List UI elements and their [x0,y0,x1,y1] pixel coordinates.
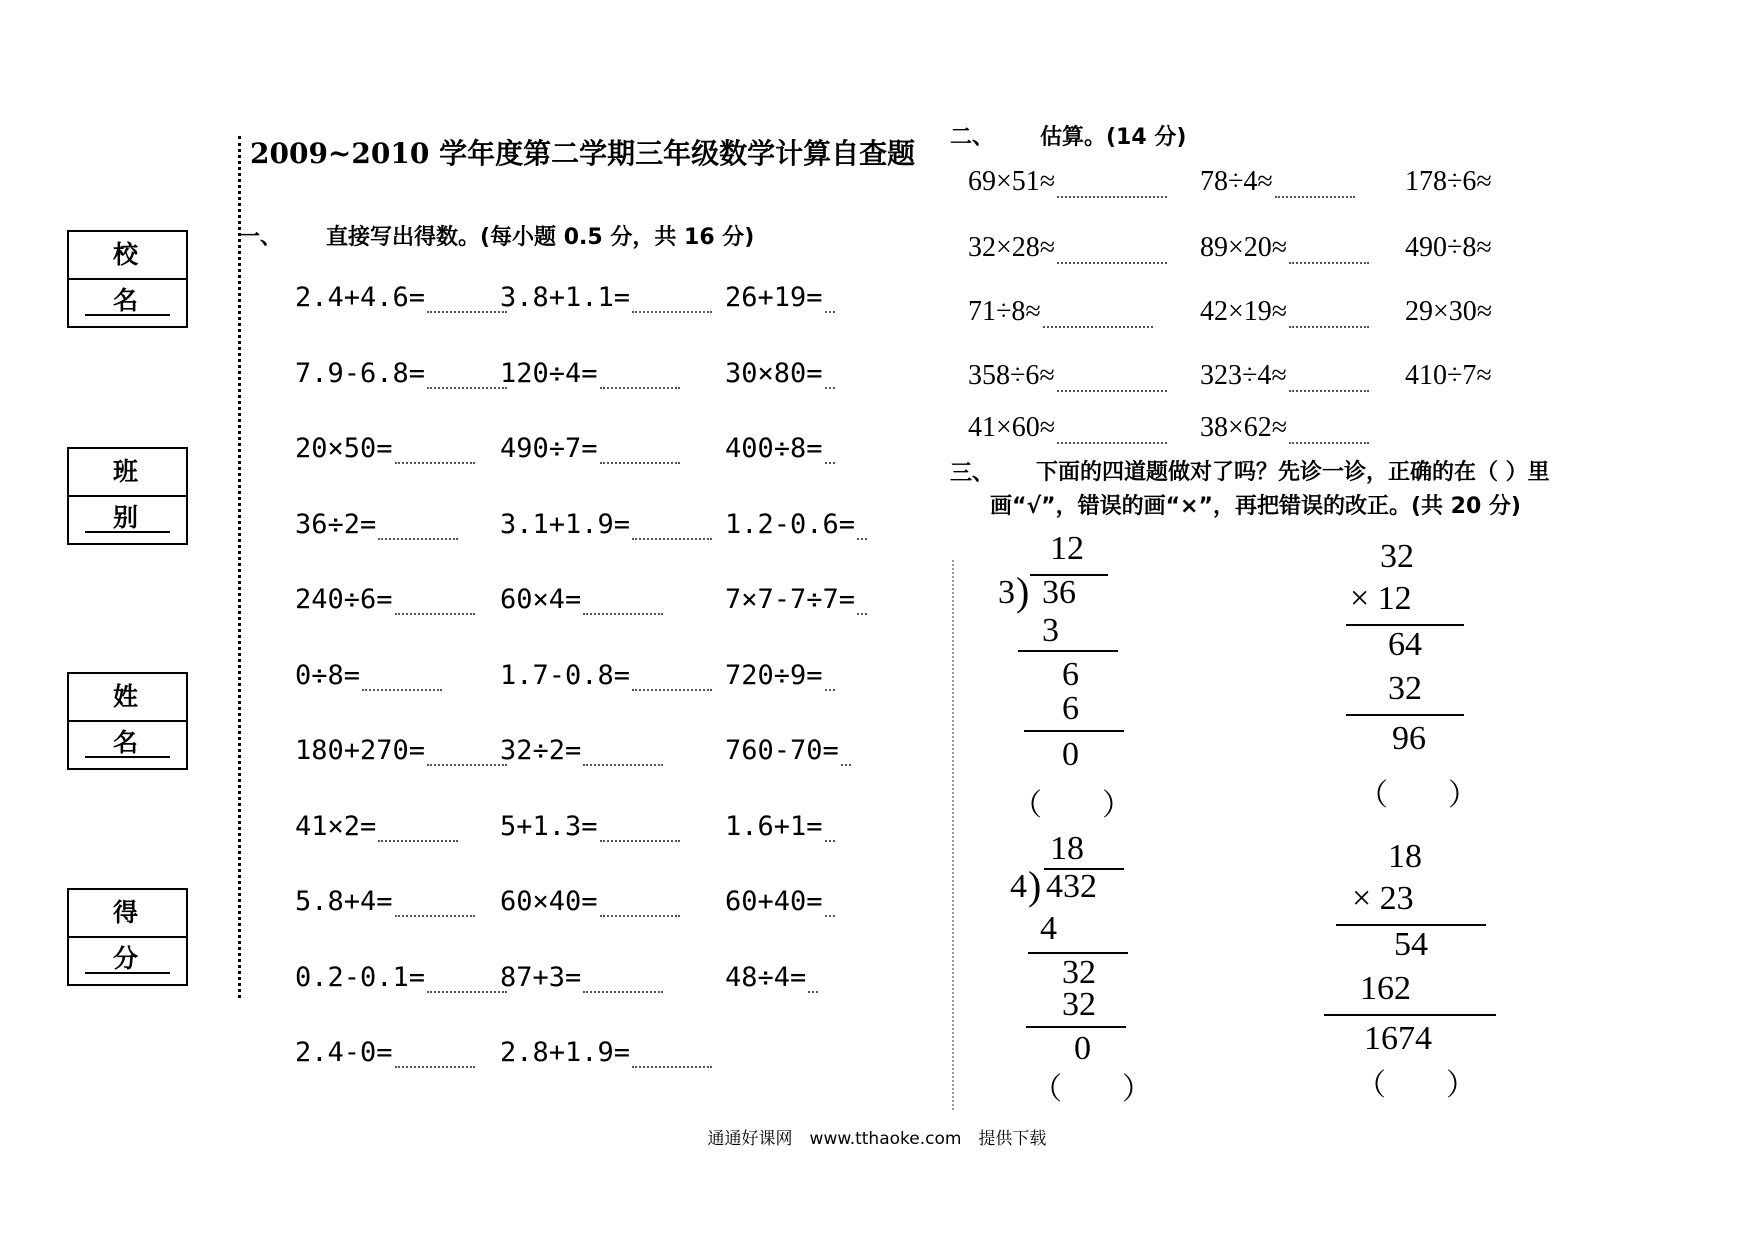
problem-text: 2.8+1.9= [500,1037,631,1068]
problem-r1-c1 [295,282,507,313]
answer-blank[interactable] [583,609,663,615]
partial-product-2: 32 [1388,670,1422,707]
answer-blank[interactable] [1289,386,1369,392]
problem-r4-c2 [500,509,712,540]
problem-text: 1.2-0.6= [725,508,856,540]
estimate-text: 178÷6≈ [1405,166,1492,197]
step-remainder-2: 0 [1062,736,1079,773]
problem-r8-c2 [500,811,680,842]
dividend: 432 [1046,868,1097,905]
estimate-r2-c2 [1200,232,1369,264]
problem-r7-c3 [725,735,851,766]
answer-blank[interactable] [1057,438,1167,444]
step-subtract-1: 3 [1042,612,1059,649]
problem-text: 26+19= [725,282,823,313]
section2-heading-text: 估算。(14 分) [1040,125,1187,150]
section2-heading [950,120,1186,151]
section2-number: 二、 [950,125,995,150]
answer-blank[interactable] [427,383,507,389]
answer-blank[interactable] [632,685,712,691]
answer-blank[interactable] [632,307,712,313]
problem-text: 7×7-7÷7= [725,584,856,615]
answer-blank[interactable] [1057,192,1167,198]
step-remainder-1: 32 [1062,954,1096,991]
problem-r10-c3 [725,962,818,993]
class-label: 班 别 [69,449,186,497]
estimate-r1-c3 [1405,166,1492,198]
step-remainder-1: 6 [1062,656,1079,693]
problem-text: 5+1.3= [500,810,598,842]
estimate-r1-c2 [1200,166,1355,198]
problem-text: 87+3= [500,961,582,993]
problem-r7-c2 [500,735,663,766]
estimate-r3-c1 [968,296,1153,328]
product: 1674 [1364,1020,1432,1057]
answer-blank[interactable] [1289,322,1369,328]
estimate-text: 42×19≈ [1200,296,1288,327]
school-name-box [67,230,188,328]
problem-text: 5.8+4= [295,886,393,917]
divisor: 3 [998,574,1015,611]
answer-blank[interactable] [1289,258,1369,264]
answer-blank[interactable] [1043,322,1153,328]
section1-heading-text: 直接写出得数。(每小题 0.5 分，共 16 分) [326,225,755,250]
estimate-text: 69×51≈ [968,166,1056,197]
answer-paren-1[interactable]: （ ） [1012,789,1132,822]
problem-r6-c2 [500,660,712,691]
partial-product-1: 54 [1394,926,1428,963]
quotient: 12 [1050,530,1084,567]
problem-text: 3.8+1.1= [500,282,631,313]
problem-text: 0.2-0.1= [295,961,426,993]
divisor: 4 [1010,868,1027,905]
section3-number: 三、 [950,461,995,486]
problem-text: 0÷8= [295,659,361,691]
column-divider [952,560,954,1110]
problem-r9-c2 [500,886,680,917]
problem-text: 2.4-0= [295,1037,393,1068]
product: 96 [1392,720,1426,757]
estimate-r4-c3 [1405,360,1492,392]
answer-blank[interactable] [825,458,835,464]
section1-heading [238,220,754,251]
student-name-label: 姓 名 [69,674,186,722]
step-subtract-2: 32 [1062,986,1096,1023]
score-box [67,888,188,986]
problem-r11-c1 [295,1037,475,1068]
problem-text: 1.6+1= [725,810,823,842]
multiplier: × 12 [1350,580,1412,617]
answer-paren-2[interactable]: （ ） [1358,779,1478,812]
problem-text: 36÷2= [295,508,377,540]
problem-text: 30×80= [725,357,823,389]
quotient: 18 [1050,830,1084,867]
answer-blank[interactable] [600,383,680,389]
problem-r10-c2 [500,962,663,993]
answer-blank[interactable] [600,911,680,917]
answer-blank[interactable] [1057,258,1167,264]
estimate-r1-c1 [968,166,1167,198]
page-title: 2009~2010 学年度第二学期三年级数学计算自查题 [250,137,916,170]
answer-blank[interactable] [600,458,680,464]
multiplier: × 23 [1352,880,1414,917]
estimate-r5-c2 [1200,412,1369,444]
answer-blank[interactable] [395,911,475,917]
problem-text: 48÷4= [725,961,807,993]
answer-blank[interactable] [1289,438,1369,444]
problem-r9-c1 [295,886,475,917]
problem-r5-c3 [725,584,867,615]
estimate-r5-c1 [968,412,1167,444]
estimate-r3-c2 [1200,296,1369,328]
problem-text: 60×40= [500,886,598,917]
class-box [67,447,188,545]
estimate-text: 410÷7≈ [1405,360,1492,391]
estimate-text: 89×20≈ [1200,232,1288,263]
problem-r2-c3 [725,358,835,389]
student-name-box [67,672,188,770]
answer-blank[interactable] [362,685,442,691]
class-blank[interactable] [85,531,170,533]
problem-r3-c1 [295,433,475,464]
problem-r5-c1 [295,584,475,615]
answer-blank[interactable] [841,760,851,766]
estimate-r3-c3 [1405,296,1492,328]
answer-paren-4[interactable]: （ ） [1356,1069,1476,1102]
answer-blank[interactable] [583,760,663,766]
answer-blank[interactable] [395,1062,475,1068]
estimate-text: 41×60≈ [968,412,1056,443]
problem-text: 2.4+4.6= [295,282,426,313]
problem-r2-c1 [295,358,507,389]
problem-text: 180+270= [295,735,426,766]
answer-blank[interactable] [632,534,712,540]
estimate-text: 38×62≈ [1200,412,1288,443]
answer-blank[interactable] [427,307,507,313]
problem-text: 60×4= [500,584,582,615]
problem-text: 400÷8= [725,433,823,464]
answer-blank[interactable] [378,534,458,540]
problem-r6-c3 [725,660,835,691]
problem-r11-c2 [500,1037,712,1068]
problem-r1-c2 [500,282,712,313]
problem-text: 120÷4= [500,357,598,389]
score-blank[interactable] [85,972,170,974]
problem-text: 760-70= [725,735,839,766]
step-remainder-2: 0 [1074,1030,1091,1067]
answer-blank[interactable] [825,685,835,691]
dividend: 36 [1042,574,1076,611]
answer-blank[interactable] [427,987,507,993]
problem-text: 41×2= [295,810,377,842]
answer-blank[interactable] [427,760,507,766]
step-subtract-1: 4 [1040,910,1057,947]
answer-blank[interactable] [825,911,835,917]
problem-text: 3.1+1.9= [500,508,631,540]
partial-product-2: 162 [1360,970,1411,1007]
problem-text: 20×50= [295,433,393,464]
answer-blank[interactable] [825,836,835,842]
section1-number: 一、 [238,225,283,250]
answer-blank[interactable] [857,609,867,615]
estimate-text: 71÷8≈ [968,296,1041,327]
problem-r9-c3 [725,886,835,917]
problem-text: 60+40= [725,886,823,917]
multiplicand: 32 [1380,538,1414,575]
student-name-blank[interactable] [85,756,170,758]
school-name-blank[interactable] [85,314,170,316]
estimate-text: 490÷8≈ [1405,232,1492,263]
answer-blank[interactable] [600,836,680,842]
estimate-text: 32×28≈ [968,232,1056,263]
problem-r3-c2 [500,433,680,464]
answer-blank[interactable] [632,1062,712,1068]
answer-blank[interactable] [395,458,475,464]
answer-blank[interactable] [395,609,475,615]
answer-blank[interactable] [857,534,867,540]
problem-r5-c2 [500,584,663,615]
answer-blank[interactable] [1275,192,1355,198]
estimate-text: 29×30≈ [1405,296,1493,327]
problem-r10-c1 [295,962,507,993]
answer-blank[interactable] [378,836,458,842]
score-label: 得 分 [69,890,186,938]
estimate-text: 78÷4≈ [1200,166,1273,197]
binding-line [238,136,241,998]
partial-product-1: 64 [1388,626,1422,663]
problem-r8-c3 [725,811,835,842]
problem-text: 720÷9= [725,659,823,691]
answer-blank[interactable] [825,383,835,389]
problem-r6-c1 [295,660,442,691]
multiplicand: 18 [1388,838,1422,875]
problem-r8-c1 [295,811,458,842]
estimate-r2-c3 [1405,232,1492,264]
answer-blank[interactable] [825,307,835,313]
problem-text: 240÷6= [295,584,393,615]
answer-blank[interactable] [583,987,663,993]
problem-r4-c3 [725,509,867,540]
step-subtract-2: 6 [1062,690,1079,727]
answer-blank[interactable] [808,987,818,993]
section3-instructions: 下面的四道题做对了吗？先诊一诊，正确的在（ ）里画“√”，错误的画“×”，再把错误的改正。(共 20 分) [990,460,1550,519]
footer-credit: 通通好课网 www.tthaoke.com 提供下载 [707,1129,1047,1149]
school-name-label: 校 名 [69,232,186,280]
problem-r1-c3 [725,282,835,313]
problem-text: 32÷2= [500,735,582,766]
problem-text: 1.7-0.8= [500,659,631,691]
estimate-text: 358÷6≈ [968,360,1055,391]
estimate-r2-c1 [968,232,1167,264]
answer-blank[interactable] [1057,386,1167,392]
estimate-r4-c1 [968,360,1167,392]
estimate-text: 323÷4≈ [1200,360,1287,391]
problem-text: 7.9-6.8= [295,357,426,389]
answer-paren-3[interactable]: （ ） [1032,1073,1152,1106]
estimate-r4-c2 [1200,360,1369,392]
problem-r3-c3 [725,433,835,464]
problem-r4-c1 [295,509,458,540]
problem-r2-c2 [500,358,680,389]
problem-r7-c1 [295,735,507,766]
problem-text: 490÷7= [500,433,598,464]
